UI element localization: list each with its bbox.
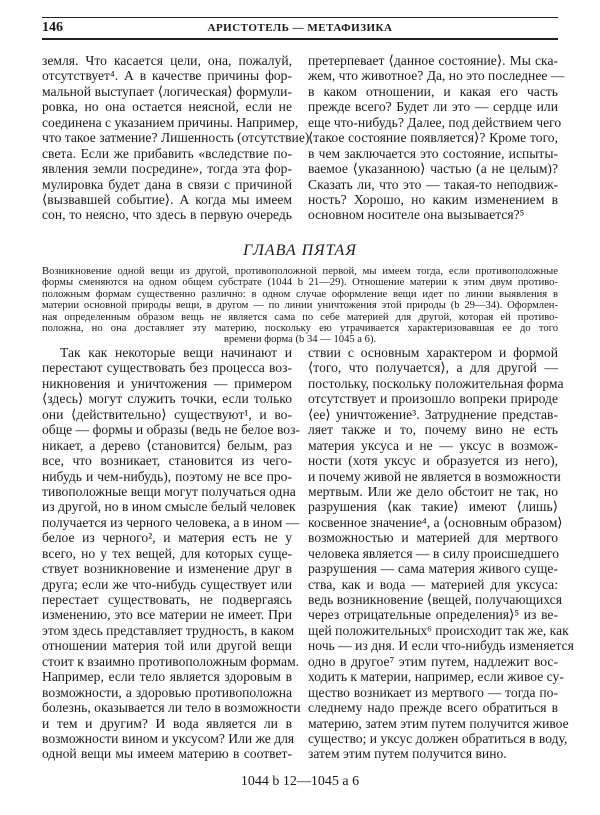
- text-line: формы сменяются на одном общем субстрате (1044 b 21—29). Отношение материи к этим двум противо-: [42, 277, 558, 289]
- text-line: претерпевает ⟨данное состояние⟩. Мы ска-: [308, 53, 558, 68]
- running-title: АРИСТОТЕЛЬ — МЕТАФИЗИКА: [207, 22, 393, 34]
- text-line: ствии с основным характером и формой: [308, 345, 558, 360]
- text-line: ⟨того, что получается⟩, а для другой —: [308, 360, 558, 376]
- text-line: ная определенным образом вещь не является сама по себе материей для другой, которая ей противо-: [42, 311, 558, 323]
- text-line: положна, но она доставляет эту материю, поскольку ею утрачивается характеризовавшая ее до того: [42, 322, 558, 334]
- text-line: получается из черного человека, а в ином —: [42, 514, 300, 530]
- text-line: в каком отношении, и какая его часть: [308, 83, 558, 99]
- text-line: мальной выступает ⟨логическая⟩ формули-: [42, 83, 292, 99]
- text-line: болезнь, оказывается ли тело в возможности: [42, 700, 301, 716]
- bekker-reference: 1044 b 12—1045 a 6: [240, 774, 360, 789]
- text-line: все, что возникает, становится из чего-: [42, 453, 292, 469]
- text-line: друга; если же что-нибудь существует или: [42, 576, 292, 592]
- body-right-column: [308, 345, 574, 762]
- text-line: человека является — в силу происшедшего: [308, 545, 560, 561]
- text-line: основном носителе она вызывается?⁵: [308, 207, 525, 223]
- text-line: ⟨такое состояние появляется⟩? Кроме того,: [308, 130, 558, 146]
- text-line: обще — формы и образы (ведь не белое воз-: [42, 422, 300, 438]
- top-left-column: [42, 53, 310, 223]
- text-line: еще что-нибудь? Далее, под действием чего: [308, 114, 562, 130]
- text-line: ведь возникновение ⟨вещей, получающихся: [308, 592, 562, 607]
- text-line: времени форма (b 34 — 1045 a 6).: [223, 334, 377, 346]
- text-line: материя уксуса и не — уксус в возмож-: [308, 437, 558, 453]
- text-line: возможностью и материей для мертвого: [308, 530, 558, 546]
- text-line: отсутствует и произошло вопреки природе: [308, 391, 558, 407]
- text-line: этом здесь представляет трудность, в каком: [42, 622, 295, 638]
- header-bottom-rule: [42, 38, 558, 40]
- text-line: Возникновение одной вещи из другой, противоположной первой, мы имеем тогда, если противоположные: [42, 266, 558, 277]
- text-line: щей положительных⁶ происходит так же, как: [308, 622, 569, 638]
- text-line: сон, то неясно, что здесь в первую очередь: [42, 207, 292, 223]
- text-line: ночь — из дня. И если что-нибудь изменяется: [308, 638, 574, 654]
- text-line: Так как некоторые вещи начинают и: [60, 345, 292, 360]
- text-line: жем, что животное? Да, но это последнее —: [308, 68, 565, 84]
- text-line: разрушения — сама материя живого суще-: [308, 561, 558, 577]
- text-line: изменению, это все материи не имеет. При: [42, 607, 292, 623]
- text-line: никновения и уничтожения — примером: [42, 375, 292, 391]
- text-line: из другой, но в ином смысле белый человек: [42, 499, 296, 515]
- page-number: 146: [42, 20, 63, 35]
- chapter-title: ГЛАВА ПЯТАЯ: [243, 242, 357, 259]
- text-line: существо; и уксус должен обратиться в воду,: [308, 730, 568, 746]
- text-line: ства, как и вода — материей для уксуса:: [308, 576, 558, 592]
- text-line: отсутствует⁴. А в качестве причины фор-: [42, 68, 292, 84]
- text-line: соединена с указанием причины. Например,: [42, 114, 299, 130]
- text-line: материю, затем этим путем получится живое: [308, 715, 569, 731]
- top-right-column: [308, 53, 565, 223]
- header-top-rule: [42, 17, 558, 18]
- text-line: разрушения ⟨как такие⟩ имеют ⟨лишь⟩: [308, 499, 558, 515]
- text-line: материи основной природы вещи, в другом — по линии уничтожения этой природы (b 29—34). Оформлен-: [42, 300, 558, 312]
- text-line: ровка, но она остается неясной, если не: [42, 99, 292, 115]
- text-line: никает, а дерево ⟨становится⟩ белым, раз: [42, 437, 292, 453]
- text-line: явления земли посредине», тогда эта фор-: [42, 161, 292, 177]
- text-line: Например, если тело является здоровым в: [42, 669, 292, 685]
- text-line: через отрицательные определения⟩⁵ из ве-: [308, 607, 558, 623]
- text-line: отношении материя той или другой вещи: [42, 638, 292, 654]
- text-line: земля. Что касается цели, она, пожалуй,: [42, 53, 292, 68]
- text-line: тивоположные вещи могут получаться одна: [42, 483, 296, 499]
- text-line: щество возникает из мертвого — тогда по-: [308, 684, 558, 700]
- text-line: ⟨ее⟩ уничтожение³. Затруднение представ-: [308, 406, 558, 422]
- text-line: возможности вином и уксусом? Или же для: [42, 730, 295, 746]
- text-line: прежде всего? Будет ли это — сердце или: [308, 99, 558, 115]
- text-line: ляет также и то, почему вино не есть: [308, 422, 558, 438]
- text-line: одной вещи мы имеем материю в соответ-: [42, 746, 292, 762]
- text-line: перестают существовать без процесса воз-: [42, 360, 292, 376]
- text-line: возможности, а здоровью противоположна: [42, 684, 292, 700]
- text-line: мертвым. Или же дело обстоит не так, но: [308, 483, 558, 499]
- text-line: они ⟨действительно⟩ существуют¹, и во-: [42, 406, 292, 422]
- text-line: Сказать ли, что это — такая-то неподвиж-: [308, 176, 558, 192]
- text-line: одно в другое⁷ этим путем, надлежит вос-: [308, 653, 558, 669]
- text-line: ваемое ⟨указанною⟩ частью (а не целым)?: [308, 161, 558, 177]
- body-left-column: [42, 345, 301, 762]
- text-line: в чем заключается это состояние, испыты-: [308, 145, 558, 161]
- text-line: стоит к взаимно противоположным формам.: [42, 653, 300, 669]
- text-line: что такое затмение? Лишенность (отсутствие): [42, 130, 310, 146]
- text-line: затем этим путем получится вино.: [308, 746, 507, 762]
- text-line: постольку, поскольку положительная форма: [308, 375, 564, 391]
- text-line: мулировка будет дана в связи с причиной: [42, 176, 292, 192]
- text-line: ности (хотя уксус и образуется из него),: [308, 453, 558, 469]
- text-line: и почему живой не является в возможности: [308, 468, 561, 484]
- text-line: положным формам существенно различно: в одном случае оформление вещи идет по линии выявления в: [42, 288, 558, 300]
- chapter-summary: [42, 266, 558, 346]
- text-line: света. Если же прибавить «вследствие по-: [42, 145, 292, 161]
- text-line: ⟨вызвавшей событие⟩. А когда мы имеем: [42, 191, 292, 207]
- text-line: ходить к материи, например, если живое су-: [308, 669, 564, 685]
- text-line: и тем и другим? И вода является ли в: [42, 715, 292, 731]
- text-line: ⟨здесь⟩ могут служить точки, если только: [42, 391, 292, 407]
- text-line: ствует возникновение и изменение друг в: [42, 561, 292, 577]
- text-line: ность? Хорошо, но каким изменением в: [308, 191, 558, 207]
- text-line: перестает существовать, не подвергаясь: [42, 592, 292, 607]
- text-line: следнему надо прежде всего обратиться в: [308, 700, 558, 716]
- text-line: косвенное значение⁴, а ⟨основным образом⟩: [308, 514, 563, 530]
- text-line: белое из черного², и материя есть не у: [42, 530, 292, 546]
- text-line: всего, но у тех вещей, для которых суще-: [42, 545, 292, 561]
- text-line: нибудь и чем-нибудь), поэтому не все про-: [42, 468, 292, 484]
